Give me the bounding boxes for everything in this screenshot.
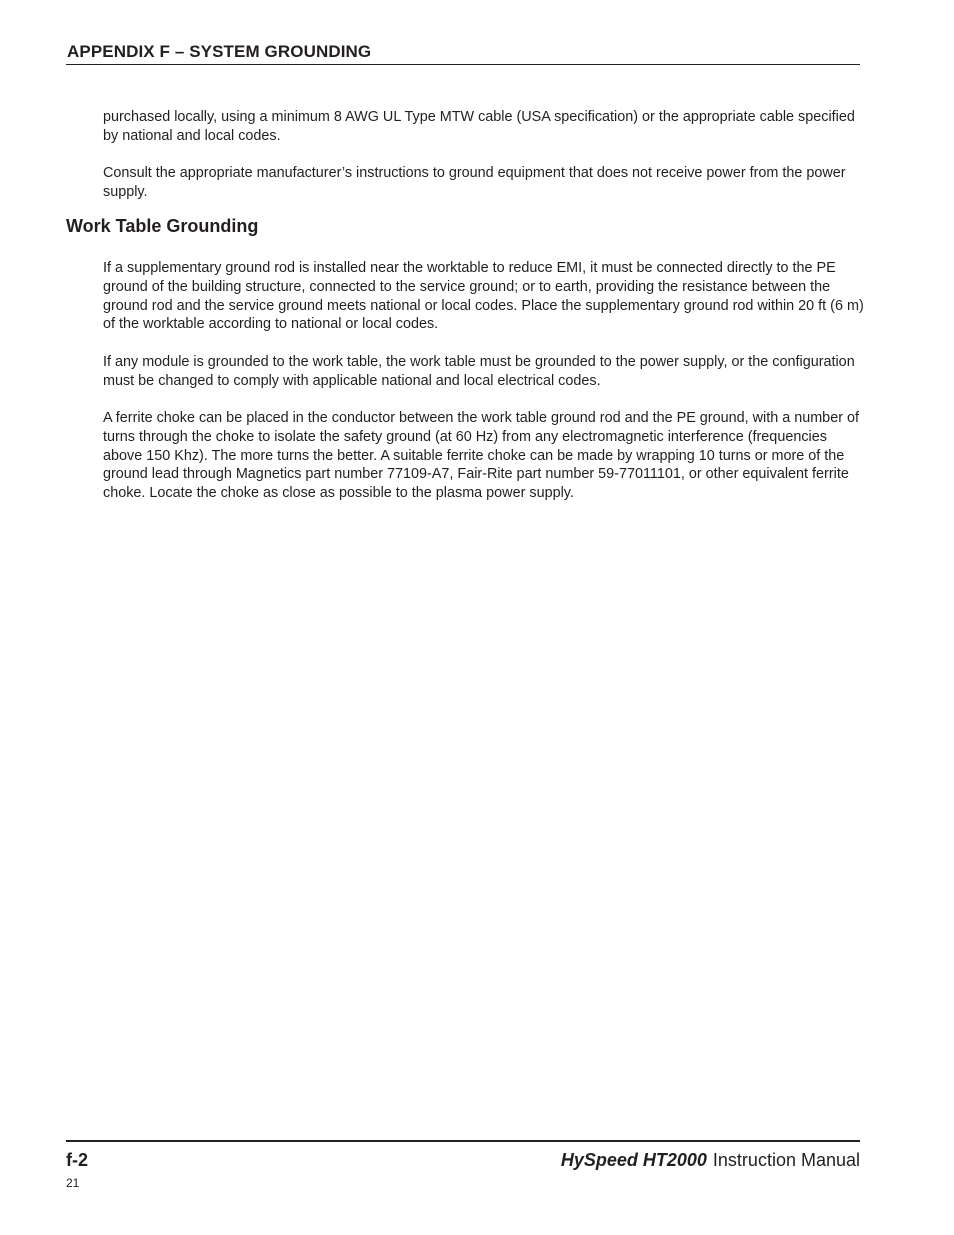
intro-paragraph-2: Consult the appropriate manufacturer’s instructions to ground equipment that does not receive power from the power supply. [103, 165, 846, 200]
header-divider [66, 64, 860, 65]
footer-page-label: f-2 [66, 1150, 88, 1170]
section-paragraph-3: A ferrite choke can be placed in the conductor between the work table ground rod and the PE ground, with a number of turns through the choke to isolate the safety ground (at 60 Hz) from any electromagnetic interference (frequencies above 150 Khz). The more turns the better. A suitable ferrite choke can be made by wrapping 10 turns or more of the ground lead through Magnetics part number 77109-A7, Fair-Rite part number 59-77011101, or other equivalent ferrite choke. Locate the choke as close as possible to the plasma power supply. [103, 410, 859, 502]
section-heading: Work Table Grounding [66, 216, 259, 236]
footer-manual-title [561, 1150, 860, 1171]
section-paragraph-2: If any module is grounded to the work table, the work table must be grounded to the power supply, or the configuration must be changed to comply with applicable national and local electrical codes. [103, 354, 855, 389]
footer-brand: HySpeed HT2000 [560, 1150, 707, 1170]
footer-divider [66, 1140, 860, 1142]
footer-page-number: 21 [66, 1176, 80, 1190]
intro-paragraph-1: purchased locally, using a minimum 8 AWG UL Type MTW cable (USA specification) or the appropriate cable specified by national and local codes. [103, 109, 855, 144]
header-title: APPENDIX F – SYSTEM GROUNDING [67, 42, 372, 61]
section-paragraph-1: If a supplementary ground rod is installed near the worktable to reduce EMI, it must be connected directly to the PE ground of the building structure, connected to the service ground; or to earth, providing the resistance between the ground rod and the service ground meets national or local codes. Place the supplementary ground rod within 20 ft (6 m) of the worktable according to national or local codes. [103, 260, 864, 333]
footer-manual-label: Instruction Manual [712, 1150, 860, 1170]
